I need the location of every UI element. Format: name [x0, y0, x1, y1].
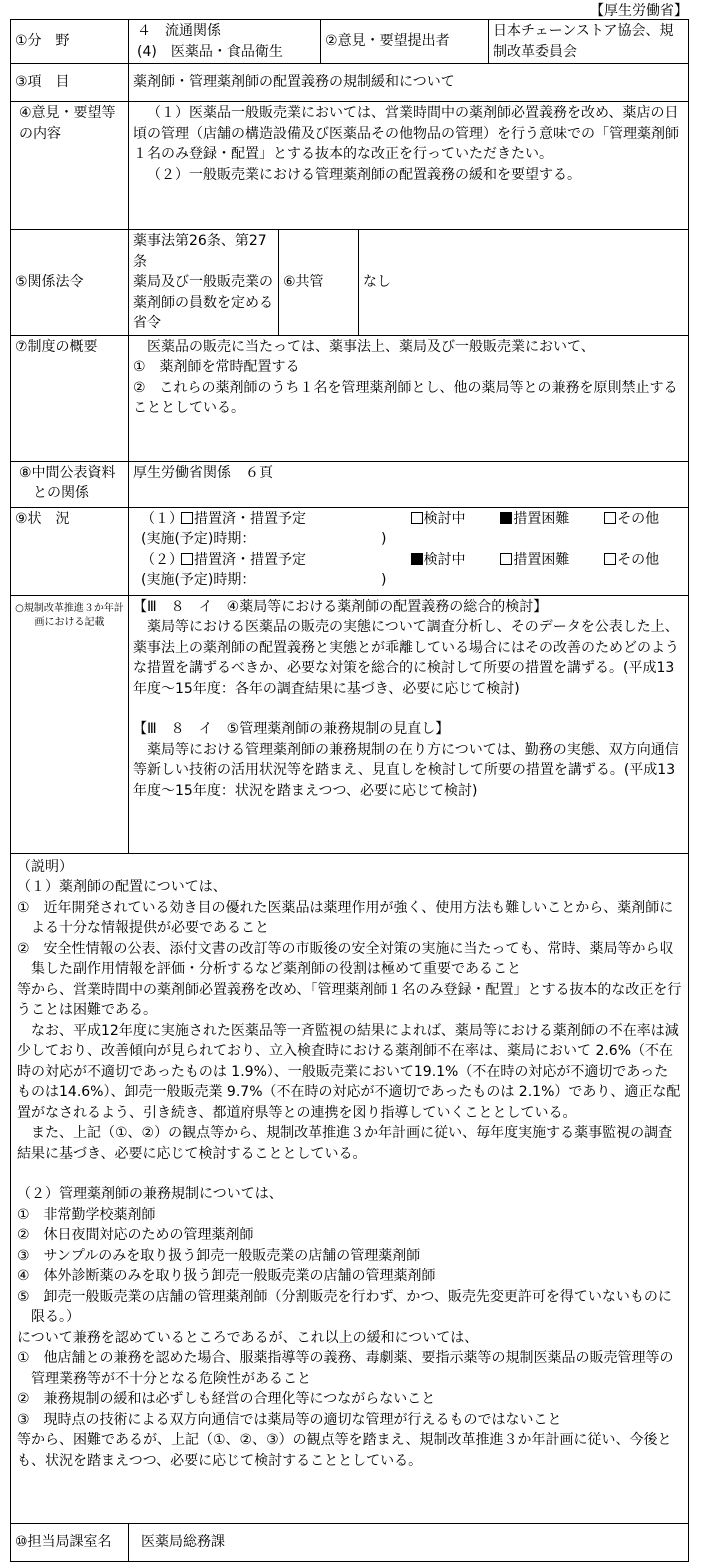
status-rows: [141, 509, 684, 591]
item-label: ③項 目: [11, 64, 129, 102]
bureau-value: 医薬局総務課: [129, 1523, 689, 1561]
field-label: ①分 野: [11, 20, 129, 64]
status-option: [500, 509, 604, 530]
law-line1: 薬事法第26条、第27条: [133, 233, 267, 270]
explanation-s1-note1: なお、平成12年度に実施された医薬品等一斉監視の結果によれば、薬局等における薬剤師の不在率は減少しており、改善傾向が見られており、立入検査時における薬剤師不在率は、薬局において 2.6%（不在時の対応が不適切であったものは 1.9%）、一般販売業において19.1%（不在時の対応が不適切であったものは14.6%）、卸売一般販売業 9.7%（不在時の対応が不適切であったものは 2.1%）であり、適正な配置がなされるよう、引き続き、都道府県等との連携を図り指導していくこととしている。: [17, 1022, 681, 1121]
law-value: [129, 230, 279, 336]
row-request: [11, 102, 689, 230]
explanation-s2-item: ⑤ 卸売一般販売業の店舗の管理薬剤師（分割販売を行わず、かつ、販売先変更許可を得ていないものに限る。）: [17, 1288, 672, 1325]
status-value: [129, 507, 689, 595]
plan-heading-2: 【Ⅲ ８ イ ⑤管理薬剤師の兼務規制の見直し】: [133, 721, 450, 737]
law-line2: 薬局及び一般販売業の薬剤師の員数を定める省令: [133, 274, 273, 331]
schedule-close: ): [381, 531, 387, 547]
status-option: [181, 509, 411, 530]
explanation-spacer: [17, 1164, 682, 1184]
plan-body-2: 薬局等における管理薬剤師の兼務規制の在り方については、勤務の実態、双方向通信等新しい技術の活用状況等を踏まえ、見直しを検討して所要の措置を講ずる。(平成13年度～15年度：状況を踏まえつつ、必要に応じて検討): [133, 741, 679, 799]
status-option-label: その他: [617, 510, 660, 527]
plan-value: [129, 595, 689, 853]
row-explanation: [11, 853, 689, 1523]
status-num: （１）: [141, 510, 183, 527]
row-plan: [11, 595, 689, 853]
system-item1: ① 薬剤師を常時配置する: [133, 359, 300, 375]
submitter-label: ②意見・要望提出者: [321, 20, 489, 64]
row-field: [11, 20, 689, 64]
plan-body-1: 薬局等における医薬品の販売の実態について調査分析し、そのデータを公表した上、薬事法上の薬剤師の配置義務と実態とが乖離している場合にはその改善のためどのような措置を講ずるべきか、必要な対策を総合的に検討して所要の措置を講ずる。(平成13年度～15年度：各年の調査結果に基づき、必要に応じて検討): [133, 619, 679, 697]
status-option: [500, 550, 604, 571]
field-value: [129, 20, 321, 64]
schedule-label: (実施(予定)時期：: [141, 572, 256, 588]
explanation-cell: [11, 853, 689, 1523]
item-value: 薬剤師・管理薬剤師の配置義務の規制緩和について: [129, 64, 689, 102]
regulation-sheet: [10, 19, 689, 1562]
joint-value: なし: [359, 230, 689, 336]
bureau-label: ⑩担当局課室名: [11, 1523, 129, 1561]
explanation-heading: （説明）: [17, 858, 73, 875]
system-value: [129, 335, 689, 461]
joint-label: ⑥共管: [279, 230, 359, 336]
explanation-s2-item: ③ サンプルのみを取り扱う卸売一般販売業の店舗の管理薬剤師: [17, 1247, 421, 1264]
status-option-label: 措置済・措置予定: [194, 510, 306, 527]
schedule-label: (実施(予定)時期：: [141, 531, 256, 547]
plan-heading-1: 【Ⅲ ８ イ ④薬局等における薬剤師の配置義務の総合的検討】: [133, 598, 548, 615]
schedule-close: ): [381, 572, 387, 588]
system-tail: こととしている。: [133, 400, 245, 416]
ministry-label: 【厚生労働省】: [590, 3, 688, 19]
status-schedule: [141, 529, 684, 550]
checkbox-icon[interactable]: [500, 553, 512, 565]
explanation-s1-title: （１）薬剤師の配置については、: [17, 879, 227, 895]
checkbox-icon[interactable]: [181, 512, 193, 524]
status-option: [604, 509, 684, 530]
plan-label: ○規制改革推進３か年計画における記載: [11, 595, 129, 853]
checkbox-icon[interactable]: [411, 512, 423, 524]
row-system: [11, 335, 689, 461]
request-p1: （１）医薬品一般販売業においては、営業時間中の薬剤師必置義務を改め、薬店の日頃の管理（店舗の構造設備及び医薬品その他物品の管理）を行う意味での「管理薬剤師１名のみ登録・配置」とする抜本的な改正を行っていただきたい。: [133, 105, 679, 162]
status-option: [604, 550, 684, 571]
status-option-line: [141, 509, 684, 530]
explanation-s1-conclusion: 等から、営業時間中の薬剤師必置義務を改め、「管理薬剤師１名のみ登録・配置」とする抜本的な改正を行うことは困難である。: [17, 981, 682, 1018]
status-label: ⑨状 況: [11, 507, 129, 595]
row-bureau: [11, 1523, 689, 1561]
explanation-s2-mid: について兼務を認めているところであるが、これ以上の緩和については、: [17, 1329, 479, 1346]
checkbox-icon[interactable]: [500, 512, 512, 524]
status-option-label: 検討中: [423, 551, 466, 568]
status-option-label: 措置困難: [513, 510, 570, 527]
explanation-s2-item: ② 休日夜間対応のための管理薬剤師: [17, 1227, 254, 1243]
status-option-label: 措置困難: [513, 551, 570, 568]
checkbox-icon[interactable]: [411, 553, 423, 565]
explanation-s1-item2: ② 安全性情報の公表、添付文書の改訂等の市販後の安全対策の実施に当たっても、常時、薬局等から収集した副作用情報を評価・分析するなど薬剤師の役割は極めて重要であること: [17, 940, 674, 977]
explanation-s2-conclusion: 等から、困難であるが、上記（①、②、③）の観点等を踏まえ、規制改革推進３か年計画に従い、今後とも、状況を踏まえつつ、必要に応じて検討することとしている。: [17, 1432, 672, 1469]
explanation-s2-reason: ② 兼務規制の緩和は必ずしも経営の合理化等につながらないこと: [17, 1391, 436, 1407]
field-line2: (4) 医薬品・食品衛生: [137, 43, 283, 60]
row-status: [11, 507, 689, 595]
interim-label: [11, 461, 129, 507]
system-item2: ② これらの薬剤師のうち１名を管理薬剤師とし、他の薬局等との兼務を原則禁止する: [133, 379, 678, 396]
status-option-label: 検討中: [423, 510, 466, 527]
status-option: [411, 509, 501, 530]
explanation-s2-title: （２）管理薬剤師の兼務規制については、: [17, 1186, 283, 1202]
request-p2: （２）一般販売業における管理薬剤師の配置義務の緩和を要望する。: [147, 166, 581, 183]
explanation-s1-item1: ① 近年開発されている効き目の優れた医薬品は薬理作用が強く、使用方法も難しいことから、薬剤師による十分な情報提供が必要であること: [17, 899, 674, 936]
status-option-label: その他: [617, 551, 660, 568]
interim-value: 厚生労働省関係 ６頁: [129, 461, 689, 507]
status-option-line: [141, 550, 684, 571]
system-intro: 医薬品の販売に当たっては、薬事法上、薬局及び一般販売業において、: [147, 338, 595, 355]
checkbox-icon[interactable]: [181, 553, 193, 565]
row-law: [11, 230, 689, 336]
interim-label-text: ⑧中間公表資料との関係: [19, 464, 116, 501]
explanation-s2-item: ① 非常勤学校薬剤師: [17, 1206, 156, 1223]
row-interim: [11, 461, 689, 507]
status-schedule: [141, 570, 684, 591]
field-line1: ４ 流通関係: [137, 23, 221, 39]
row-item: [11, 64, 689, 102]
status-num: （２）: [141, 551, 183, 568]
checkbox-icon[interactable]: [604, 512, 616, 524]
explanation-s1-note2: また、上記（①、②）の観点等から、規制改革推進３か年計画に従い、毎年度実施する薬事監視の調査結果に基づき、必要に応じて検討することとしている。: [17, 1125, 673, 1162]
status-option: [181, 550, 411, 571]
plan-spacer: [133, 699, 684, 719]
status-option-label: 措置済・措置予定: [194, 551, 306, 568]
submitter-value: 日本チェーンストア協会、規制改革委員会: [489, 20, 689, 64]
explanation-s2-reason: ③ 現時点の技術による双方向通信では薬局等の適切な管理が行えるものではないこと: [17, 1411, 562, 1428]
system-label: ⑦制度の概要: [11, 335, 129, 461]
explanation-s2-item: ④ 体外診断薬のみを取り扱う卸売一般販売業の店舗の管理薬剤師: [17, 1268, 436, 1284]
status-option: [411, 550, 501, 571]
explanation-s2-reason: ① 他店舗との兼務を認めた場合、服薬指導等の義務、毒劇薬、要指示薬等の規制医薬品の販売管理等の管理業務等が不十分となる危険性があること: [17, 1350, 674, 1387]
request-label: ④意見・要望等の内容: [11, 102, 129, 230]
checkbox-icon[interactable]: [604, 553, 616, 565]
law-label: ⑤関係法令: [11, 230, 129, 336]
request-value: [129, 102, 689, 230]
